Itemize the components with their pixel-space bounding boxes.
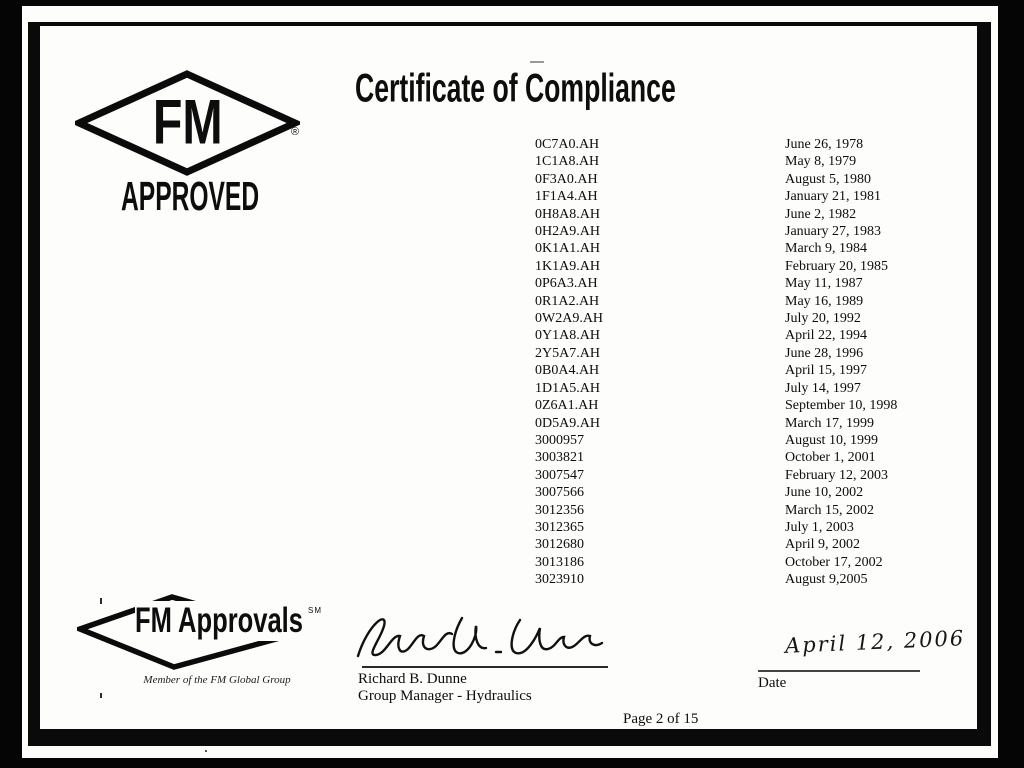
- fm-global-tagline: Member of the FM Global Group: [143, 674, 291, 686]
- record-id: 0W2A9.AH: [535, 311, 604, 327]
- record-row: [535, 275, 897, 292]
- record-row: [535, 240, 897, 257]
- record-date: October 1, 2001: [785, 450, 876, 466]
- record-date: June 10, 2002: [785, 485, 864, 501]
- record-row: [535, 258, 897, 275]
- record-id: 0P6A3.AH: [535, 276, 598, 292]
- handwritten-date: April 12, 2006: [784, 626, 966, 658]
- scan-artifact: [530, 61, 544, 63]
- record-date: October 17, 2002: [785, 554, 883, 570]
- record-id: 3000957: [535, 432, 584, 448]
- date-line: [758, 670, 920, 672]
- service-mark-icon: SM: [308, 606, 322, 615]
- record-date: May 8, 1979: [785, 154, 857, 170]
- record-row: [535, 188, 897, 205]
- record-id: 0K1A1.AH: [535, 241, 600, 257]
- record-row: [535, 467, 897, 484]
- record-date: February 12, 2003: [785, 467, 889, 483]
- record-id: 0H2A9.AH: [535, 224, 600, 240]
- record-row: [535, 397, 897, 414]
- record-id: 0B0A4.AH: [535, 363, 600, 379]
- record-id: 0D5A9.AH: [535, 415, 600, 431]
- record-date: August 5, 1980: [785, 171, 871, 187]
- record-row: [535, 136, 897, 153]
- record-date: March 17, 1999: [785, 415, 875, 431]
- date-label: Date: [758, 675, 787, 691]
- record-id: 0H8A8.AH: [535, 206, 600, 222]
- record-row: [535, 171, 897, 188]
- record-id: 1K1A9.AH: [535, 258, 600, 274]
- record-id: 1D1A5.AH: [535, 380, 600, 396]
- record-row: [535, 206, 897, 223]
- record-date: July 20, 1992: [785, 311, 861, 327]
- record-date: June 28, 1996: [785, 345, 864, 361]
- registered-trademark-icon: ®: [291, 126, 300, 138]
- record-date: September 10, 1998: [785, 398, 898, 414]
- record-id: 3012365: [535, 519, 584, 535]
- fm-approvals-wordmark: FM Approvals: [135, 601, 313, 641]
- record-id: 3003821: [535, 450, 584, 466]
- record-row: [535, 345, 897, 362]
- record-date: April 22, 1994: [785, 328, 868, 344]
- page-title: Certificate of Compliance: [355, 66, 676, 112]
- approved-caption: APPROVED: [121, 173, 260, 219]
- record-date: April 15, 1997: [785, 363, 868, 379]
- record-row: [535, 502, 897, 519]
- record-date: April 9, 2002: [785, 537, 861, 553]
- record-date: January 21, 1981: [785, 189, 882, 205]
- record-id: 2Y5A7.AH: [535, 345, 600, 361]
- record-row: [535, 484, 897, 501]
- record-row: [535, 554, 897, 571]
- record-date: May 11, 1987: [785, 276, 863, 292]
- record-id: 3012356: [535, 502, 584, 518]
- record-date: June 2, 1982: [785, 206, 857, 222]
- page-number: Page 2 of 15: [623, 711, 699, 727]
- record-date: March 15, 2002: [785, 502, 875, 518]
- record-row: [535, 310, 897, 327]
- record-date: May 16, 1989: [785, 293, 864, 309]
- scan-artifact: [100, 693, 102, 698]
- fm-approved-logo: [75, 70, 300, 220]
- record-row: [535, 223, 897, 240]
- record-date: July 14, 1997: [785, 380, 861, 396]
- record-id: 3012680: [535, 537, 584, 553]
- record-id: 0Z6A1.AH: [535, 398, 599, 414]
- signature-line: [362, 666, 608, 668]
- record-date: August 10, 1999: [785, 432, 878, 448]
- record-row: [535, 519, 897, 536]
- record-row: [535, 153, 897, 170]
- record-row: [535, 293, 897, 310]
- record-date: June 26, 1978: [785, 137, 864, 152]
- record-row: [535, 415, 897, 432]
- record-date: March 9, 1984: [785, 241, 868, 257]
- record-id: 0C7A0.AH: [535, 137, 600, 152]
- record-id: 0F3A0.AH: [535, 171, 598, 187]
- handwritten-signature-icon: [350, 606, 620, 666]
- scan-artifact: [100, 598, 102, 604]
- record-id: 3007547: [535, 467, 584, 483]
- record-row: [535, 432, 897, 449]
- scan-artifact: [205, 750, 207, 752]
- record-date: January 27, 1983: [785, 224, 882, 240]
- record-row: [535, 571, 897, 588]
- record-row: [535, 362, 897, 379]
- record-date: February 20, 1985: [785, 258, 889, 274]
- record-id: 3013186: [535, 554, 584, 570]
- record-date: August 9,2005: [785, 572, 868, 588]
- record-row: [535, 536, 897, 553]
- record-id: 0R1A2.AH: [535, 293, 600, 309]
- signatory-name: Richard B. Dunne: [358, 671, 467, 687]
- record-row: [535, 380, 897, 397]
- record-date: July 1, 2003: [785, 519, 854, 535]
- records-list: [535, 136, 897, 589]
- fm-monogram: FM: [152, 87, 223, 158]
- scanned-page: [22, 6, 998, 758]
- fm-approvals-logo: [75, 588, 335, 698]
- record-id: 1F1A4.AH: [535, 189, 598, 205]
- record-row: [535, 327, 897, 344]
- record-id: 3023910: [535, 572, 584, 588]
- record-id: 3007566: [535, 485, 584, 501]
- record-id: 0Y1A8.AH: [535, 328, 600, 344]
- record-row: [535, 449, 897, 466]
- signatory-title: Group Manager - Hydraulics: [358, 688, 532, 704]
- record-id: 1C1A8.AH: [535, 154, 600, 170]
